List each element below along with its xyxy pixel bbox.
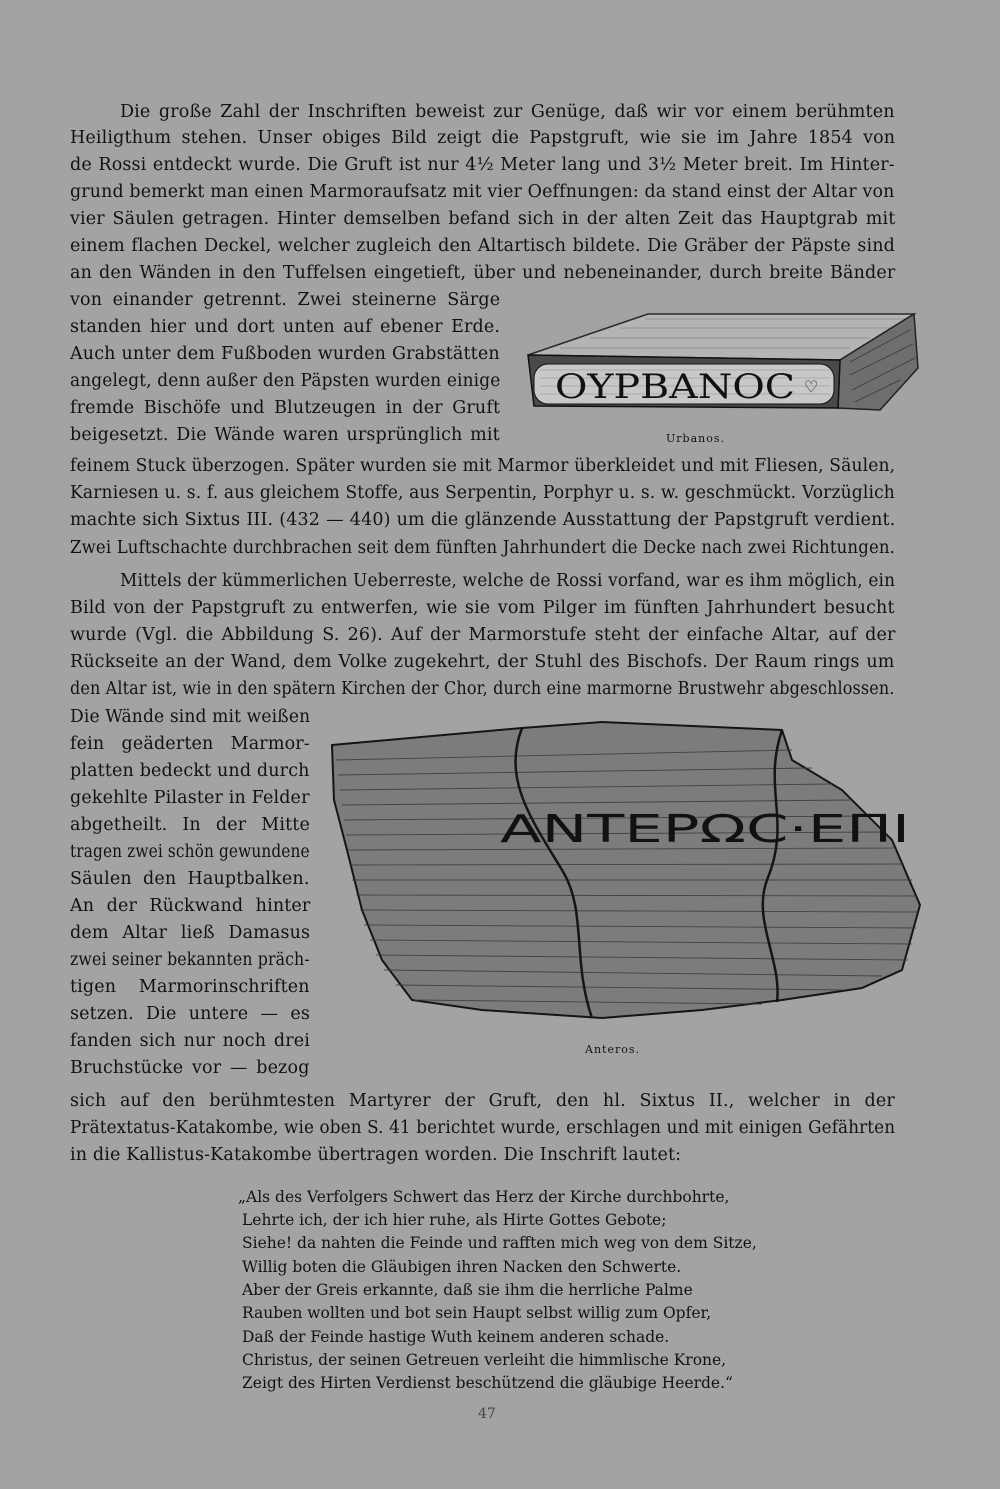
text-line: An der Rückwand hinter (70, 896, 311, 916)
text-line: fein geäderten Marmor- (70, 734, 310, 754)
urbanos-caption: Urbanos. (666, 432, 725, 445)
poem-line: Lehrte ich, der ich hier ruhe, als Hirte Gottes Gebote; (242, 1211, 667, 1229)
anteros-caption: Anteros. (585, 1043, 640, 1056)
poem-line: Aber der Greis erkannte, daß sie ihm die herrliche Palme (242, 1281, 693, 1299)
page-number: 47 (478, 1406, 496, 1422)
text-line: Die Wände sind mit weißen (70, 707, 311, 727)
text-line: Auch unter dem Fußboden wurden Grabstätten (70, 344, 500, 364)
text-line: fremde Bischöfe und Blutzeugen in der Gruft (70, 398, 501, 418)
text-line: feinem Stuck überzogen. Später wurden sie mit Marmor überkleidet und mit Fliesen, Säulen, (70, 456, 896, 476)
poem-line: Rauben wollten und bot sein Haupt selbst willig zum Opfer, (242, 1304, 712, 1322)
text-line: einem flachen Deckel, welcher zugleich den Altartisch bildete. Die Gräber der Päpste sind (70, 236, 895, 256)
text-line: grund bemerkt man einen Marmoraufsatz mit vier Oeffnungen: da stand einst der Altar von (70, 182, 895, 202)
text-line: beigesetzt. Die Wände waren ursprünglich mit (70, 425, 500, 445)
text-line: sich auf den berühmtesten Martyrer der Gruft, den hl. Sixtus II., welcher in der (70, 1091, 895, 1111)
text-line: standen hier und dort unten auf ebener Erde. (70, 317, 501, 337)
text-line: platten bedeckt und durch (70, 761, 310, 781)
text-line: gekehlte Pilaster in Felder (70, 788, 310, 808)
text-line: Mittels der kümmerlichen Ueberreste, welche de Rossi vorfand, war es ihm möglich, ein (120, 571, 896, 591)
anteros-inscription: ΑΝΤΕΡΩϹ·ΕΠΙ (500, 807, 910, 851)
urbanos-inscription: ΟΥΡΒΑΝΟϹ (555, 367, 795, 407)
text-line: tragen zwei schön gewundene (70, 842, 310, 862)
text-line: Zwei Luftschachte durchbrachen seit dem fünften Jahrhundert die Decke nach zwei Richtungen. (70, 538, 896, 558)
poem-line: Siehe! da nahten die Feinde und rafften mich weg von dem Sitze, (242, 1234, 757, 1252)
urbanos-slab-illustration (520, 300, 920, 430)
text-line: machte sich Sixtus III. (432 — 440) um die glänzende Ausstattung der Papstgruft verdient. (70, 510, 896, 530)
anteros-slab-illustration (322, 720, 922, 1020)
text-line: Heiligthum stehen. Unser obiges Bild zeigt die Papstgruft, wie sie im Jahre 1854 von (70, 128, 896, 148)
poem-line: Christus, der seinen Getreuen verleiht die himmlische Krone, (242, 1351, 727, 1369)
text-line: zwei seiner bekannten präch- (70, 950, 310, 970)
text-line: in die Kallistus-Katakombe übertragen worden. Die Inschrift lautet: (70, 1145, 682, 1165)
text-line: de Rossi entdeckt wurde. Die Gruft ist nur 4½ Meter lang und 3½ Meter breit. Im Hinter- (70, 155, 895, 175)
text-line: dem Altar ließ Damasus (70, 923, 311, 943)
text-line: wurde (Vgl. die Abbildung S. 26). Auf der Marmorstufe steht der einfache Altar, auf der (70, 625, 896, 645)
text-line: Bild von der Papstgruft zu entwerfen, wie sie vom Pilger im fünften Jahrhundert besucht (70, 598, 895, 618)
text-line: Die große Zahl der Inschriften beweist zur Genüge, daß wir vor einem berühmten (120, 102, 895, 122)
text-line: Säulen den Hauptbalken. (70, 869, 310, 889)
text-line: von einander getrennt. Zwei steinerne Särge (70, 290, 501, 310)
text-line: setzen. Die untere — es (70, 1004, 310, 1024)
text-line: fanden sich nur noch drei (70, 1031, 310, 1051)
text-line: an den Wänden in den Tuffelsen eingetieft, über und nebeneinander, durch breite Bänder (70, 263, 896, 283)
text-line: Prätextatus-Katakombe, wie oben S. 41 berichtet wurde, erschlagen und mit einigen Gefährten (70, 1118, 896, 1138)
text-line: abgetheilt. In der Mitte (70, 815, 310, 835)
text-line: Bruchstücke vor — bezog (70, 1058, 310, 1078)
text-line: den Altar ist, wie in den spätern Kirchen der Chor, durch eine marmorne Brustwehr abgeschlossen. (70, 679, 895, 699)
poem-line: Daß der Feinde hastige Wuth keinem anderen schade. (242, 1328, 670, 1346)
text-line: tigen Marmorinschriften (70, 977, 310, 997)
poem-line: Zeigt des Hirten Verdienst beschützend die gläubige Heerde.“ (242, 1374, 733, 1392)
poem-line: Willig boten die Gläubigen ihren Nacken den Schwerte. (242, 1258, 682, 1276)
text-line: Rückseite an der Wand, dem Volke zugekehrt, der Stuhl des Bischofs. Der Raum rings um (70, 652, 895, 672)
text-line: vier Säulen getragen. Hinter demselben befand sich in der alten Zeit das Hauptgrab mit (70, 209, 896, 229)
heart-ornament-icon: ♡ (804, 377, 819, 396)
text-line: angelegt, denn außer den Päpsten wurden einige (70, 371, 501, 391)
poem-line: „Als des Verfolgers Schwert das Herz der Kirche durchbohrte, (238, 1188, 730, 1206)
text-line: Karniesen u. s. f. aus gleichem Stoffe, aus Serpentin, Porphyr u. s. w. geschmückt. Vorzüglich (70, 483, 895, 503)
